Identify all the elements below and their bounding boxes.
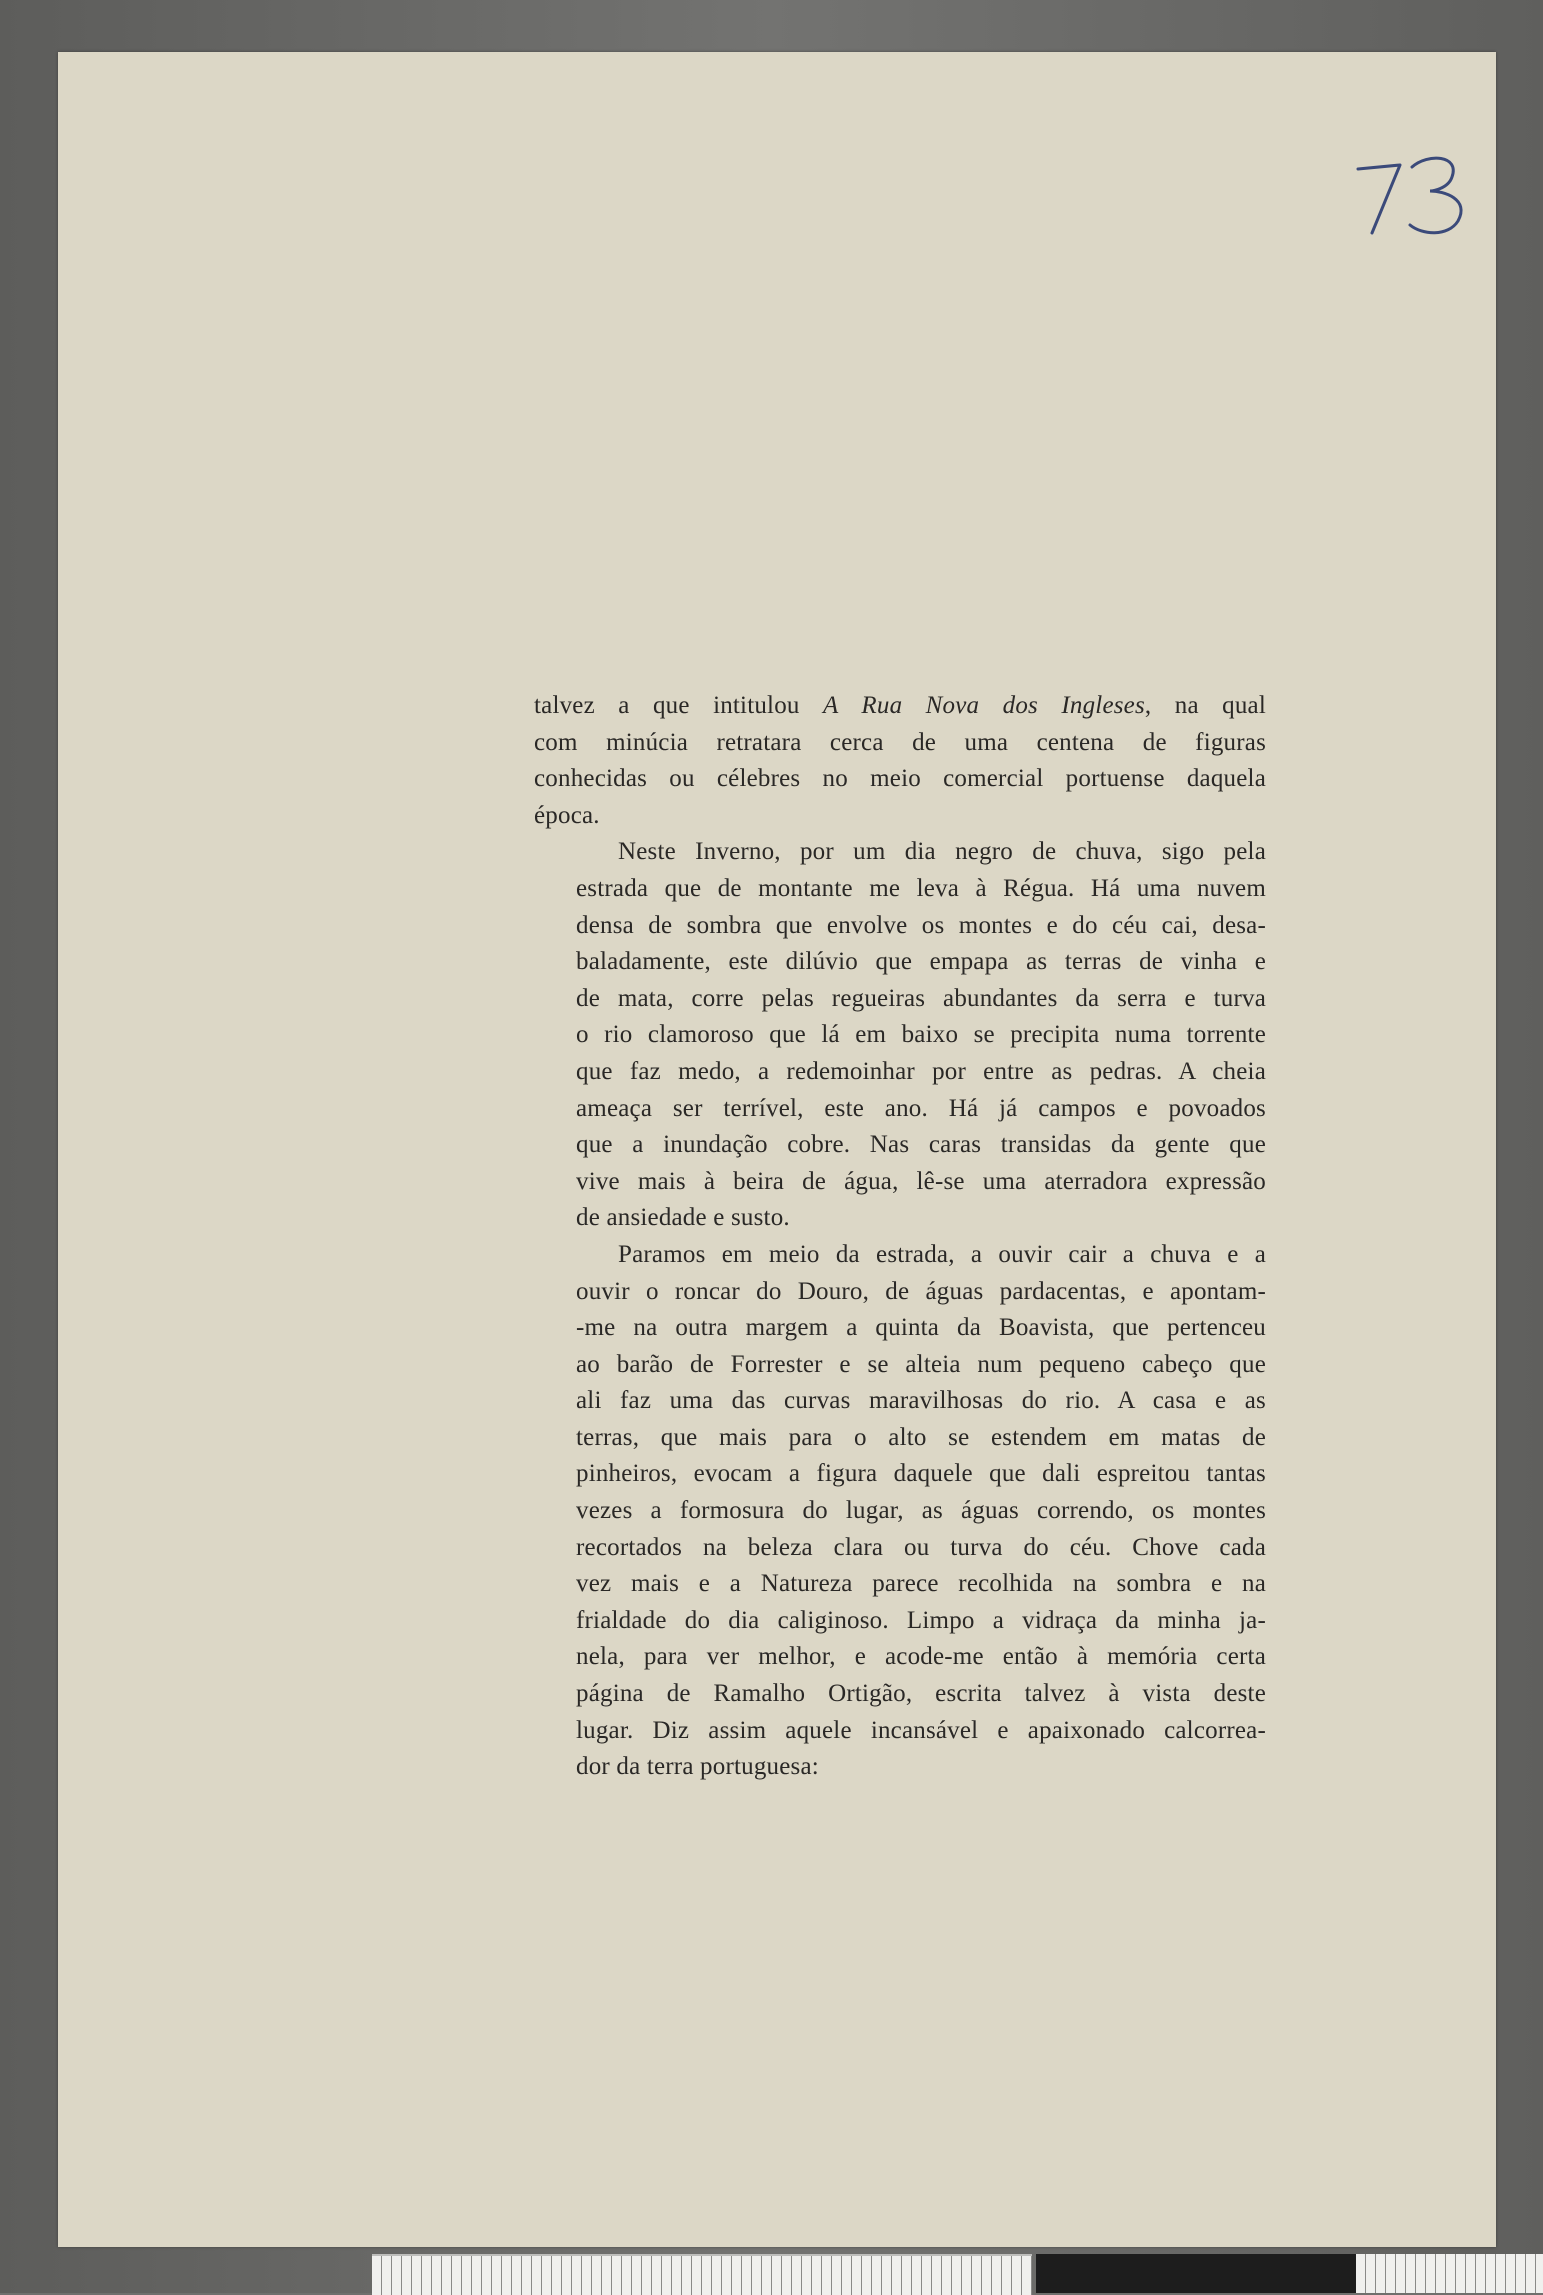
text-line	[534, 1054, 1266, 1091]
text-line	[534, 1420, 1266, 1457]
text-run: recortados na beleza clara ou turva do céu. Chove cada	[576, 1533, 1266, 1561]
text-line	[534, 1493, 1266, 1530]
text-line	[534, 1530, 1266, 1567]
text-run: lugar. Diz assim aquele incansável e apaixonado calcorrea-	[576, 1716, 1266, 1744]
text-line	[534, 1383, 1266, 1420]
text-run: frialdade do dia caliginoso. Limpo a vidraça da minha ja-	[576, 1606, 1266, 1634]
text-run: pinheiros, evocam a figura daquele que dali espreitou tantas	[576, 1460, 1266, 1488]
text-line	[534, 981, 1266, 1018]
text-run: com minúcia retratara cerca de uma centena de figuras	[534, 728, 1266, 756]
text-run: de ansiedade e susto.	[576, 1204, 790, 1232]
text-run: vive mais à beira de água, lê-se uma aterradora expressão	[576, 1167, 1266, 1195]
text-line	[534, 1347, 1266, 1384]
paragraph	[534, 834, 1266, 1237]
text-run: densa de sombra que envolve os montes e do céu cai, desa-	[576, 911, 1266, 939]
text-line	[534, 1017, 1266, 1054]
text-line	[534, 1456, 1266, 1493]
scale-ruler-dark	[1036, 2254, 1356, 2293]
text-line	[534, 761, 1266, 798]
scale-ruler-light	[372, 2254, 1032, 2295]
handwritten-page-number	[1348, 147, 1488, 242]
text-run: ao barão de Forrester e se alteia num pequeno cabeço que	[576, 1350, 1266, 1378]
text-line	[534, 944, 1266, 981]
text-line	[534, 1713, 1266, 1750]
text-run: nela, para ver melhor, e acode-me então à memória certa	[576, 1643, 1266, 1671]
text-run: página de Ramalho Ortigão, escrita talvez à vista deste	[576, 1680, 1266, 1708]
text-line	[534, 798, 1266, 835]
text-run: o rio clamoroso que lá em baixo se precipita numa torrente	[576, 1021, 1266, 1049]
text-run: ali faz uma das curvas maravilhosas do rio. A casa e as	[576, 1387, 1266, 1415]
text-run: que a inundação cobre. Nas caras transidas da gente que	[576, 1131, 1266, 1159]
text-line	[534, 834, 1266, 871]
paragraph	[534, 688, 1266, 834]
text-line	[534, 725, 1266, 762]
text-line	[534, 1676, 1266, 1713]
text-run: vez mais e a Natureza parece recolhida na sombra e na	[576, 1570, 1266, 1598]
text-run: de mata, corre pelas regueiras abundantes da serra e turva	[576, 984, 1266, 1012]
text-run: época.	[534, 801, 600, 829]
text-run: ameaça ser terrível, este ano. Há já campos e povoados	[576, 1094, 1266, 1122]
paragraph	[534, 1237, 1266, 1786]
text-line	[534, 871, 1266, 908]
text-run: terras, que mais para o alto se estendem em matas de	[576, 1423, 1266, 1451]
text-run: , na qual	[1144, 692, 1266, 719]
text-line	[534, 1310, 1266, 1347]
text-run: que faz medo, a redemoinhar por entre as pedras. A cheia	[576, 1057, 1266, 1085]
text-run: vezes a formosura do lugar, as águas correndo, os montes	[576, 1497, 1266, 1525]
text-run: baladamente, este dilúvio que empapa as terras de vinha e	[576, 948, 1266, 976]
text-line	[534, 1091, 1266, 1128]
text-run: talvez a que intitulou	[534, 692, 823, 719]
text-line	[534, 1274, 1266, 1311]
text-line	[534, 1566, 1266, 1603]
text-line	[534, 1164, 1266, 1201]
text-run: Paramos em meio da estrada, a ouvir cair a chuva e a	[618, 1240, 1266, 1268]
text-run: ouvir o roncar do Douro, de águas pardacentas, e apontam-	[576, 1277, 1266, 1305]
book-title: A Rua Nova dos Ingleses	[823, 692, 1145, 719]
document-page	[58, 52, 1496, 2247]
text-line	[534, 688, 1266, 725]
text-run: conhecidas ou célebres no meio comercial portuense daquela	[534, 765, 1266, 793]
body-text	[534, 688, 1266, 1786]
text-run: estrada que de montante me leva à Régua. Há uma nuvem	[576, 874, 1266, 902]
text-line	[534, 1237, 1266, 1274]
scale-ruler-light-end	[1356, 2254, 1543, 2293]
text-run: dor da terra portuguesa:	[576, 1753, 819, 1781]
text-line	[534, 1639, 1266, 1676]
text-run: Neste Inverno, por um dia negro de chuva, sigo pela	[618, 838, 1266, 866]
text-line	[534, 1749, 1266, 1786]
text-line	[534, 908, 1266, 945]
text-line	[534, 1127, 1266, 1164]
text-line	[534, 1200, 1266, 1237]
text-line	[534, 1603, 1266, 1640]
page-number-drawing	[1348, 147, 1488, 242]
text-run: -me na outra margem a quinta da Boavista, que pertenceu	[576, 1314, 1266, 1342]
